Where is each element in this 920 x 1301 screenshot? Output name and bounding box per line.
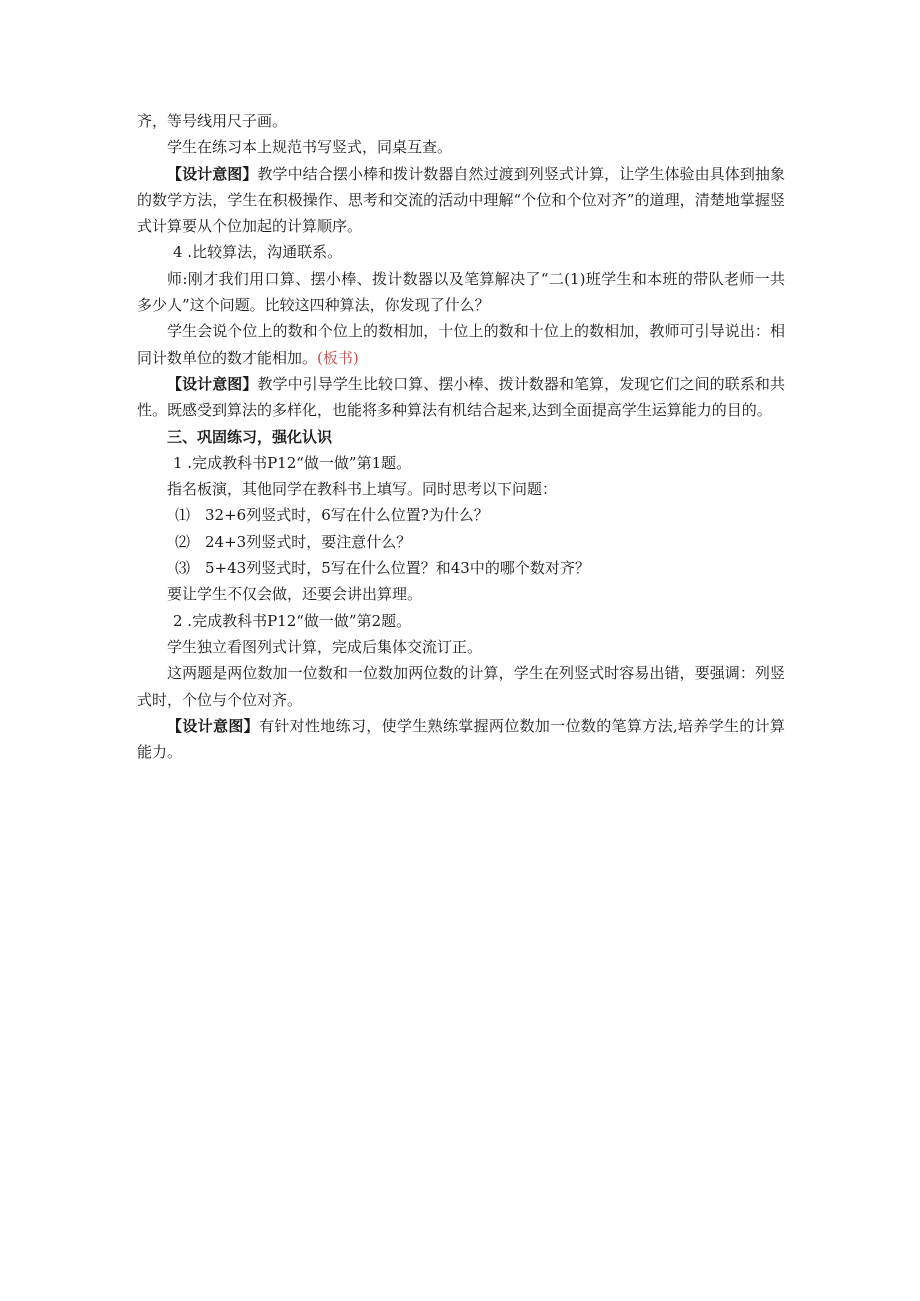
paragraph-text: 教学中结合摆小棒和拨计数器自然过渡到列竖式计算，让学生体验由具体到抽象的数学方法，学生在积极操作、思考和交流的活动中理解“个位和个位对齐”的道理，清楚地掌握竖式计算要从个位加起的计算顺序。 [137,164,785,236]
design-intent-paragraph [137,371,785,424]
board-note: (板书) [317,348,359,367]
paragraph: 这两题是两位数加一位数和一位数加两位数的计算，学生在列竖式时容易出错，要强调：列竖式时，个位与个位对齐。 [137,664,785,709]
design-intent-paragraph [137,161,785,240]
paragraph: 指名板演，其他同学在教科书上填写。同时思考以下问题： [167,480,558,499]
section-heading: 三、巩固练习，强化认识 [167,427,333,446]
step-heading: 1 .完成教科书P12“做一做”第1题。 [173,453,412,472]
paragraph: 学生独立看图列式计算，完成后集体交流订正。 [167,637,483,656]
design-intent-tag: 【设计意图】 [167,164,258,183]
paragraph-text: 有针对性地练习，使学生熟练掌握两位数加一位数的笔算方法,培养学生的计算能力。 [137,716,785,762]
design-intent-tag: 【设计意图】 [167,374,258,393]
design-intent-tag: 【设计意图】 [167,716,259,735]
paragraph: 师:刚才我们用口算、摆小棒、拨计数器以及笔算解决了“二(1)班学生和本班的带队老师一共多少人”这个问题。比较这四种算法，你发现了什么？ [137,269,785,315]
document-body [137,108,785,765]
paragraph: 要让学生不仅会做，还要会讲出算理。 [167,585,423,604]
step-heading: 4 .比较算法，沟通联系。 [173,243,343,262]
paragraph-text: 学生会说个位上的数和个位上的数相加，十位上的数和十位上的数相加，教师可引导说出：相同计数单位的数才能相加。 [137,322,785,367]
question-item: ⑴ 32+6列竖式时，6写在什么位置?为什么？ [175,506,489,525]
step-heading: 2 .完成教科书P12“做一做”第2题。 [173,611,412,630]
paragraph-text: 教学中引导学生比较口算、摆小棒、拨计数器和笔算，发现它们之间的联系和共性。既感受到算法的多样化，也能将多种算法有机结合起来,达到全面提高学生运算能力的目的。 [137,374,785,420]
paragraph: 学生在练习本上规范书写竖式，同桌互查。 [167,138,453,157]
design-intent-paragraph [137,713,785,766]
paragraph [137,318,785,371]
paragraph: 齐，等号线用尺子画。 [137,112,288,130]
question-item: ⑶ 5+43列竖式时，5写在什么位置？和43中的哪个数对齐？ [175,559,590,578]
question-item: ⑵ 24+3列竖式时，要注意什么？ [175,532,412,551]
